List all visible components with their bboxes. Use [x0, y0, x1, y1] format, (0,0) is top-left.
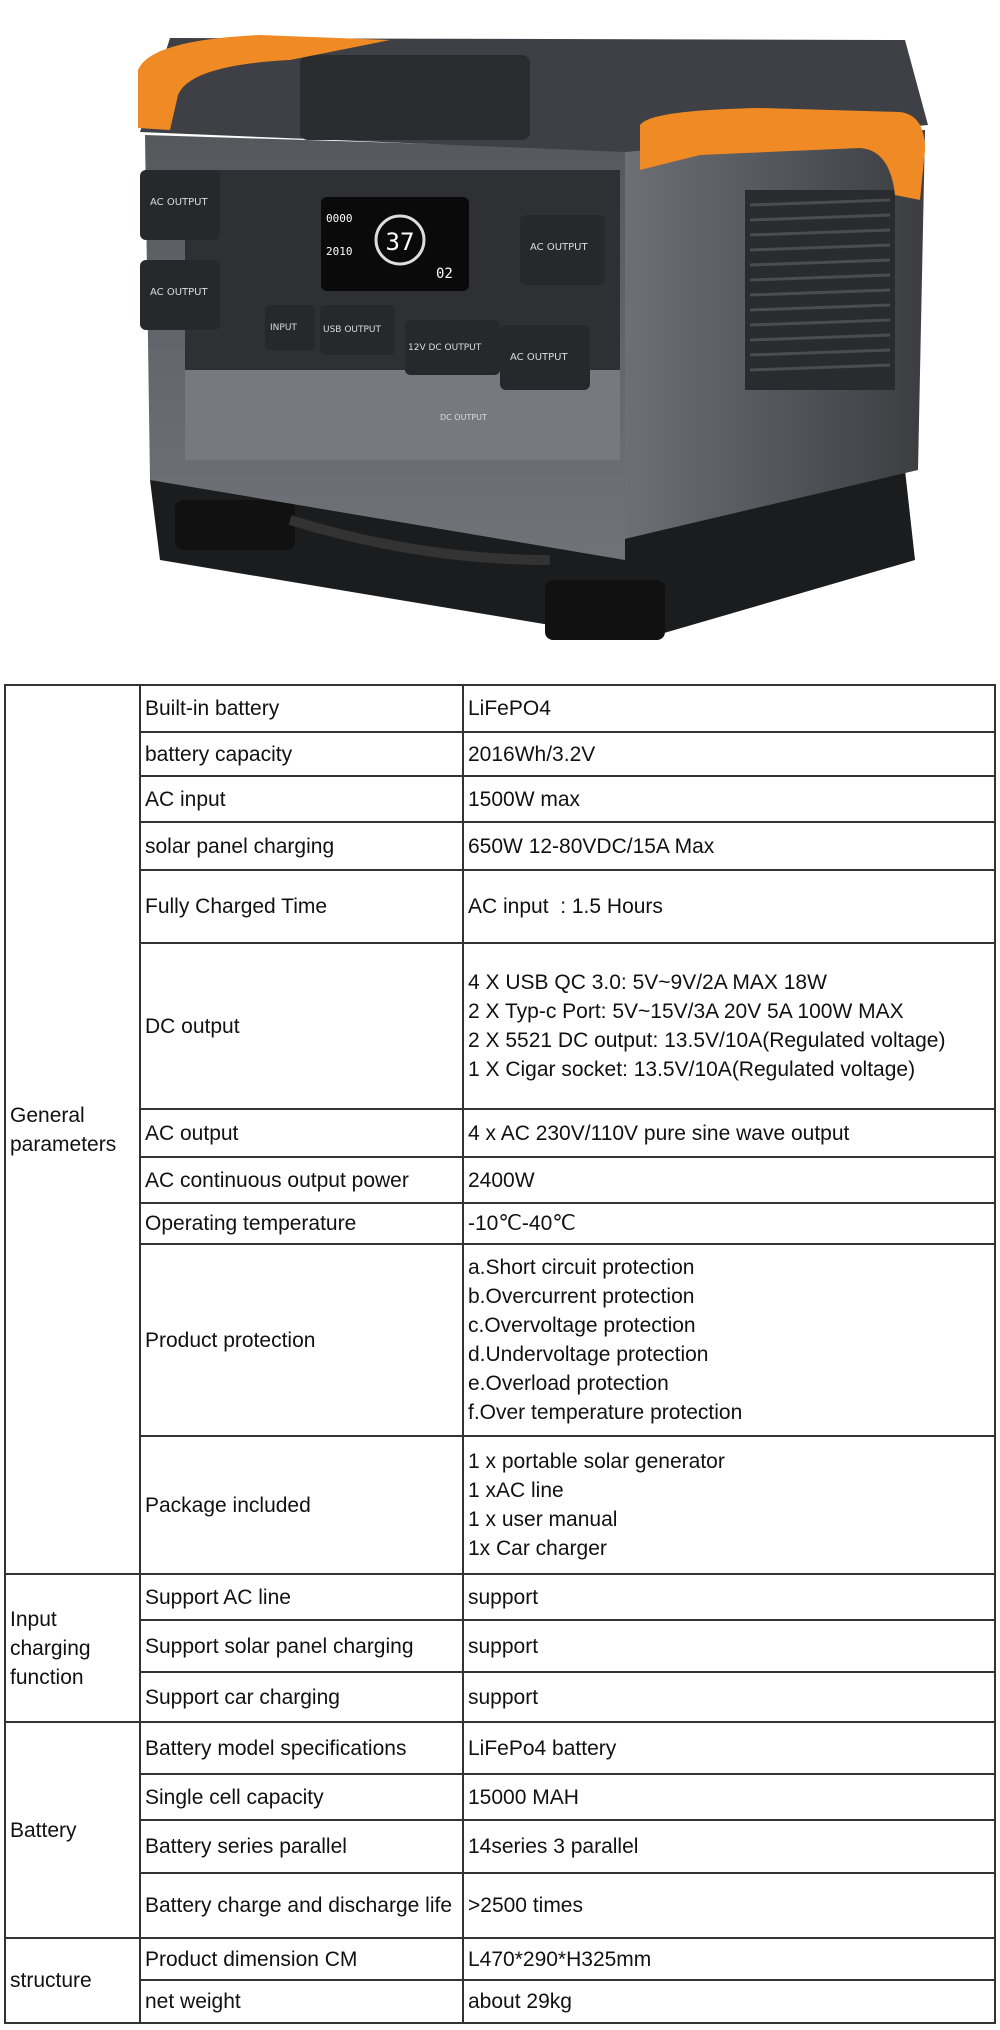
spec-name: Support car charging: [140, 1672, 463, 1722]
spec-value-line: 15000 MAH: [468, 1785, 579, 1809]
dc-12v-label: 12V DC OUTPUT: [408, 343, 482, 353]
table-row: [5, 1820, 995, 1873]
spec-value: [463, 1109, 995, 1157]
spec-value: [463, 776, 995, 822]
spec-name: Operating temperature: [140, 1203, 463, 1244]
spec-value-line: L470*290*H325mm: [468, 1947, 652, 1971]
spec-value: [463, 685, 995, 732]
table-row: [5, 1672, 995, 1722]
body-side: [620, 130, 925, 540]
spec-value-line: 4 x AC 230V/110V pure sine wave output: [468, 1121, 850, 1145]
spec-table: [4, 684, 996, 2024]
spec-value: [463, 1820, 995, 1873]
table-row: [5, 685, 995, 732]
table-row: [5, 943, 995, 1109]
table-row: [5, 776, 995, 822]
display-input: 0000: [326, 212, 353, 225]
spec-name: solar panel charging: [140, 822, 463, 870]
spec-value-line: 2 X Typ-c Port: 5V~15V/3A 20V 5A 100W MAX: [468, 1000, 904, 1023]
display-output: 2010: [326, 245, 353, 258]
spec-name: Single cell capacity: [140, 1774, 463, 1820]
spec-value-line: a.Short circuit protection: [468, 1256, 695, 1279]
display-screen: [321, 197, 469, 291]
spec-value: [463, 1620, 995, 1672]
spec-value-line: f.Over temperature protection: [468, 1401, 743, 1424]
ac-output-label: AC OUTPUT: [510, 352, 568, 363]
spec-value-line: c.Overvoltage protection: [468, 1314, 696, 1337]
spec-value: [463, 1980, 995, 2023]
spec-value-line: 4 X USB QC 3.0: 5V~9V/2A MAX 18W: [468, 971, 827, 994]
table-row: [5, 1109, 995, 1157]
table-row: [5, 1938, 995, 1980]
group-label: Input charging function: [5, 1574, 140, 1722]
dc-output-label: DC OUTPUT: [440, 413, 487, 422]
spec-value: [463, 1436, 995, 1574]
spec-value: [463, 1574, 995, 1620]
spec-name: Support AC line: [140, 1574, 463, 1620]
spec-value: [463, 732, 995, 776]
spec-name: battery capacity: [140, 732, 463, 776]
display-percent: 37: [385, 228, 415, 256]
spec-value-line: AC input : 1.5 Hours: [468, 895, 663, 918]
spec-value-line: 14series 3 parallel: [468, 1835, 639, 1858]
spec-name: Support solar panel charging: [140, 1620, 463, 1672]
spec-name: AC input: [140, 776, 463, 822]
spec-value-line: 1x Car charger: [468, 1537, 607, 1560]
group-label: General parameters: [5, 685, 140, 1574]
product-image: [0, 0, 1000, 684]
table-row: [5, 1722, 995, 1774]
spec-name: Battery model specifications: [140, 1722, 463, 1774]
spec-value-line: -10℃-40℃: [468, 1212, 576, 1235]
spec-value: [463, 1244, 995, 1436]
table-row: [5, 1873, 995, 1938]
table-row: [5, 1774, 995, 1820]
spec-value: [463, 943, 995, 1109]
spec-value-line: LiFePO4: [468, 697, 551, 720]
spec-value-line: 1 xAC line: [468, 1479, 564, 1502]
spec-value-line: 2400W: [468, 1168, 535, 1192]
spec-name: Package included: [140, 1436, 463, 1574]
spec-name: Fully Charged Time: [140, 870, 463, 943]
ac-output-label: AC OUTPUT: [150, 197, 208, 208]
side-vent: [745, 190, 895, 390]
spec-value-line: 1 x user manual: [468, 1508, 618, 1531]
spec-value: [463, 1203, 995, 1244]
spec-name: Battery charge and discharge life: [140, 1873, 463, 1938]
spec-value: [463, 1938, 995, 1980]
spec-value-line: >2500 times: [468, 1894, 583, 1917]
display-hours: 02: [436, 266, 453, 282]
spec-value-line: about 29kg: [468, 1990, 572, 2013]
spec-name: Product protection: [140, 1244, 463, 1436]
ac-output-label: AC OUTPUT: [150, 287, 208, 298]
spec-value: [463, 1157, 995, 1203]
spec-name: Built-in battery: [140, 685, 463, 732]
spec-name: DC output: [140, 943, 463, 1109]
spec-value-line: d.Undervoltage protection: [468, 1343, 709, 1366]
table-row: [5, 1574, 995, 1620]
group-label: Battery: [5, 1722, 140, 1938]
table-row: [5, 1980, 995, 2023]
spec-value-line: support: [468, 1685, 539, 1709]
usb-output-label: USB OUTPUT: [323, 325, 382, 335]
input-label: INPUT: [270, 323, 297, 333]
spec-value-line: 650W 12-80VDC/15A Max: [468, 834, 715, 858]
table-row: [5, 1436, 995, 1574]
table-row: [5, 1203, 995, 1244]
table-row: [5, 1244, 995, 1436]
spec-value: [463, 870, 995, 943]
spec-value-line: support: [468, 1585, 539, 1609]
spec-name: AC output: [140, 1109, 463, 1157]
spec-value-line: 2016Wh/3.2V: [468, 742, 596, 766]
spec-name: Product dimension CM: [140, 1938, 463, 1980]
spec-value: [463, 1672, 995, 1722]
spec-value-line: 1 x portable solar generator: [468, 1450, 725, 1473]
spec-value-line: b.Overcurrent protection: [468, 1285, 695, 1308]
spec-value: [463, 1774, 995, 1820]
spec-name: Battery series parallel: [140, 1820, 463, 1873]
spec-value: [463, 822, 995, 870]
spec-value-line: support: [468, 1634, 539, 1658]
spec-name: net weight: [140, 1980, 463, 2023]
spec-value: [463, 1873, 995, 1938]
table-row: [5, 732, 995, 776]
table-row: [5, 822, 995, 870]
spec-name: AC continuous output power: [140, 1157, 463, 1203]
table-row: [5, 1620, 995, 1672]
spec-value-line: LiFePo4 battery: [468, 1736, 617, 1760]
spec-value-line: e.Overload protection: [468, 1372, 669, 1395]
group-label: structure: [5, 1938, 140, 2023]
spec-value: [463, 1722, 995, 1774]
spec-value-line: 1500W max: [468, 787, 581, 811]
table-row: [5, 870, 995, 943]
spec-value-line: 1 X Cigar socket: 13.5V/10A(Regulated voltage): [468, 1058, 916, 1081]
table-row: [5, 1157, 995, 1203]
ac-output-label: AC OUTPUT: [530, 242, 588, 253]
spec-value-line: 2 X 5521 DC output: 13.5V/10A(Regulated voltage): [468, 1029, 946, 1052]
